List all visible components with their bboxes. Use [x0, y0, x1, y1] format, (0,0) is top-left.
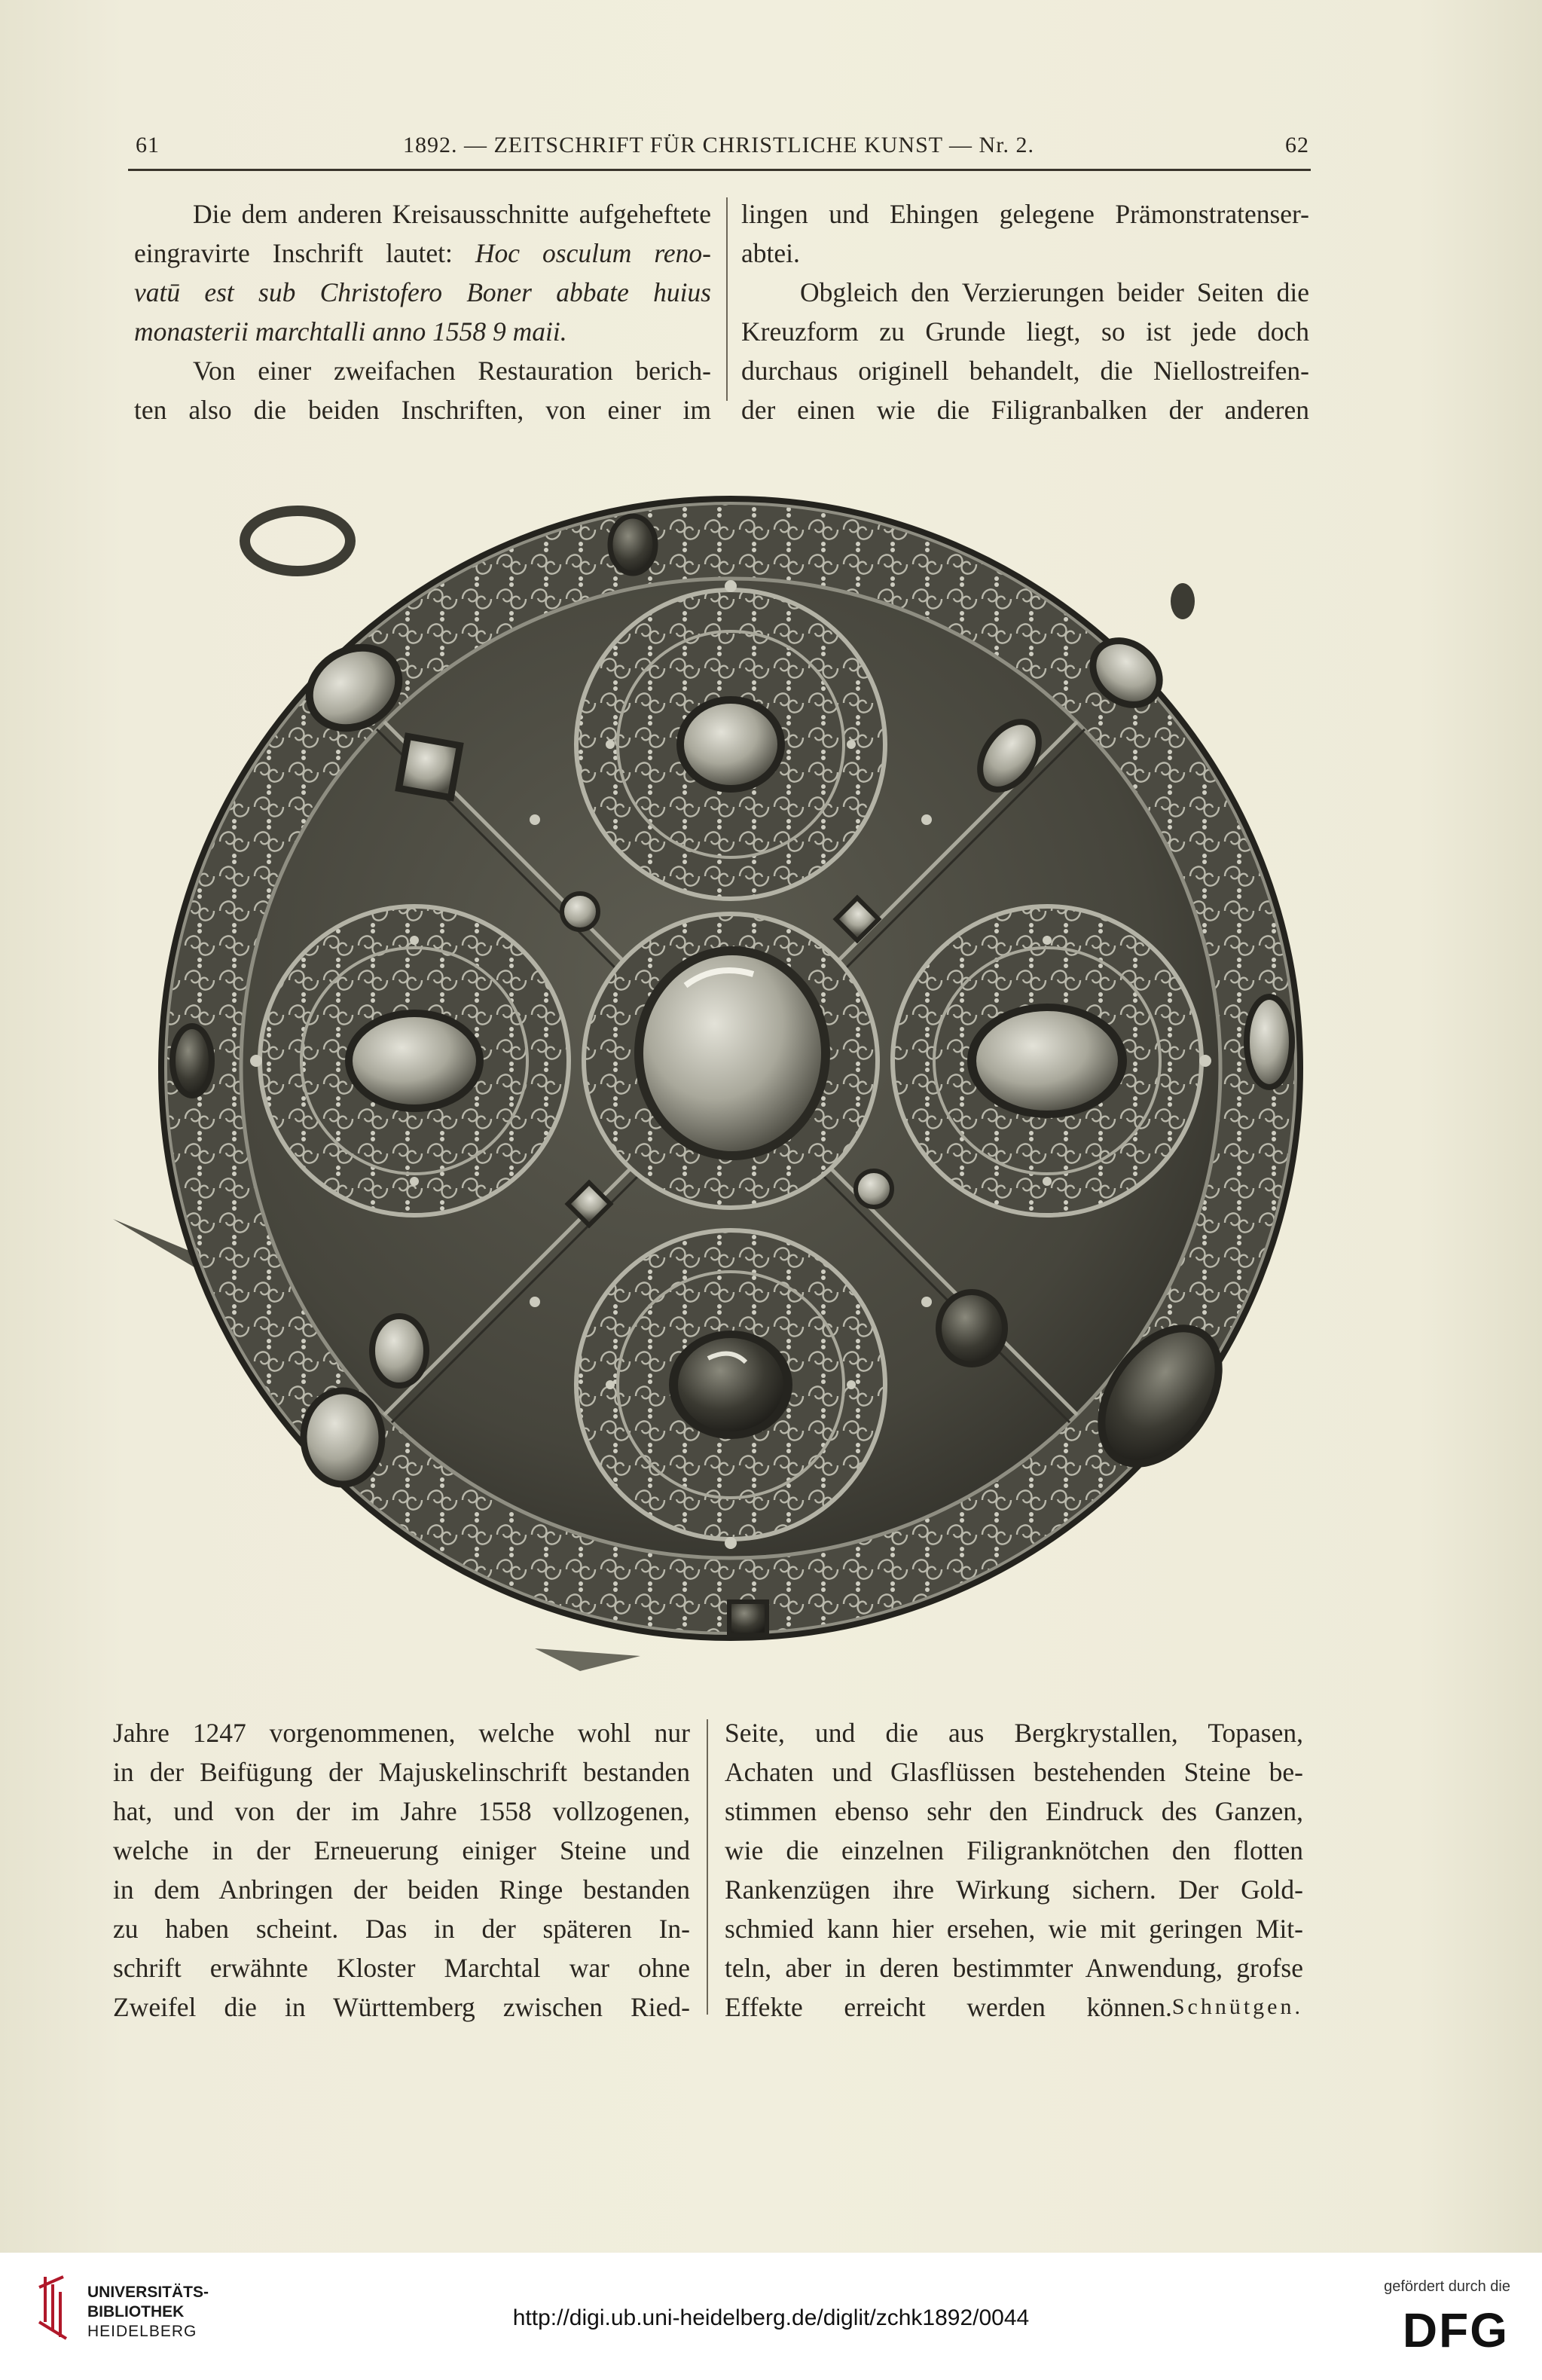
author-signature: Schnütgen. — [1171, 1994, 1303, 2019]
text-line — [134, 234, 711, 273]
reliquary-plate-image — [113, 443, 1333, 1694]
column-rule — [707, 1719, 708, 2015]
text-line: Rankenzügen ihre Wirkung sichern. Der Gold- — [725, 1874, 1303, 1905]
text-line: ten also die beiden Inschriften, von einer im — [134, 395, 711, 425]
text-line: teln, aber in deren bestimmter Anwendung, grofse — [725, 1953, 1303, 1983]
journal-title: 1892. — ZEITSCHRIFT FÜR CHRISTLICHE KUNST — Nr. 2. — [402, 133, 1035, 157]
digitization-footer — [0, 2253, 1542, 2380]
text-line — [134, 273, 711, 312]
text-line: durchaus originell behandelt, die Niellostreifen- — [741, 356, 1309, 386]
text-line: wie die einzelnen Filigranknötchen den flotten — [725, 1835, 1303, 1865]
permalink-url[interactable]: http://digi.ub.uni-heidelberg.de/diglit/zchk1892/0044 — [512, 2305, 1030, 2330]
text-line: Zweifel die in Württemberg zwischen Ried- — [113, 1992, 690, 2022]
text-line: in dem Anbringen der beiden Ringe bestanden — [113, 1874, 690, 1905]
text-line: Die dem anderen Kreisausschnitte aufgeheftete — [193, 199, 711, 229]
library-line: HEIDELBERG — [87, 2323, 197, 2340]
column-rule — [726, 197, 728, 401]
latin-inscription: monasterii marchtalli anno 1558 9 maii. — [134, 316, 567, 347]
text-line: Jahre 1247 vorgenommenen, welche wohl nur — [113, 1718, 690, 1748]
text-line: in der Beifügung der Majuskelinschrift bestanden — [113, 1757, 690, 1787]
text-line: zu haben scheint. Das in der späteren In- — [113, 1914, 690, 1944]
page-number-left: 61 — [136, 133, 160, 157]
text-line: welche in der Erneuerung einiger Steine und — [113, 1835, 690, 1865]
text-line: der einen wie die Filigranbalken der anderen — [741, 395, 1309, 425]
text-line: abtei. — [741, 238, 800, 268]
text-line: Obgleich den Verzierungen beider Seiten die — [800, 277, 1309, 307]
text-line: Von einer zweifachen Restauration berich- — [193, 356, 711, 386]
column-top-right — [741, 194, 1309, 429]
text-line: Achaten und Glasflüssen bestehenden Steine be- — [725, 1757, 1303, 1787]
text-line: schmied kann hier ersehen, wie mit geringen Mit- — [725, 1914, 1303, 1944]
text-line — [134, 312, 711, 351]
text-span: Effekte erreicht werden können. — [725, 1992, 1172, 2022]
text-line: Kreuzform zu Grunde liegt, so ist jede doch — [741, 316, 1309, 347]
funder-caption: gefördert durch die — [1384, 2278, 1510, 2295]
running-header — [128, 128, 1309, 166]
library-line: BIBLIOTHEK — [87, 2303, 185, 2320]
text-line: hat, und von der im Jahre 1558 vollzogenen, — [113, 1796, 690, 1826]
text-span: eingravirte Inschrift lautet: — [134, 238, 475, 268]
column-top-left — [134, 194, 711, 429]
dfg-logo-icon: DFG — [1402, 2303, 1509, 2357]
text-line: Seite, und die aus Bergkrystallen, Topasen, — [725, 1718, 1303, 1748]
page-number-right: 62 — [1285, 133, 1309, 157]
header-rule — [128, 169, 1311, 171]
column-bottom-right — [725, 1713, 1303, 2027]
latin-inscription: Hoc osculum reno- — [475, 238, 712, 268]
text-line — [725, 1987, 1303, 2027]
column-bottom-left — [113, 1713, 690, 2027]
text-line: lingen und Ehingen gelegene Prämonstratenser- — [741, 199, 1309, 229]
library-line: UNIVERSITÄTS- — [87, 2284, 209, 2301]
text-line: schrift erwähnte Kloster Marchtal war ohne — [113, 1953, 690, 1983]
text-line: stimmen ebenso sehr den Eindruck des Ganzen, — [725, 1796, 1303, 1826]
latin-inscription: vatū est sub Christofero Boner abbate huius — [134, 277, 711, 307]
